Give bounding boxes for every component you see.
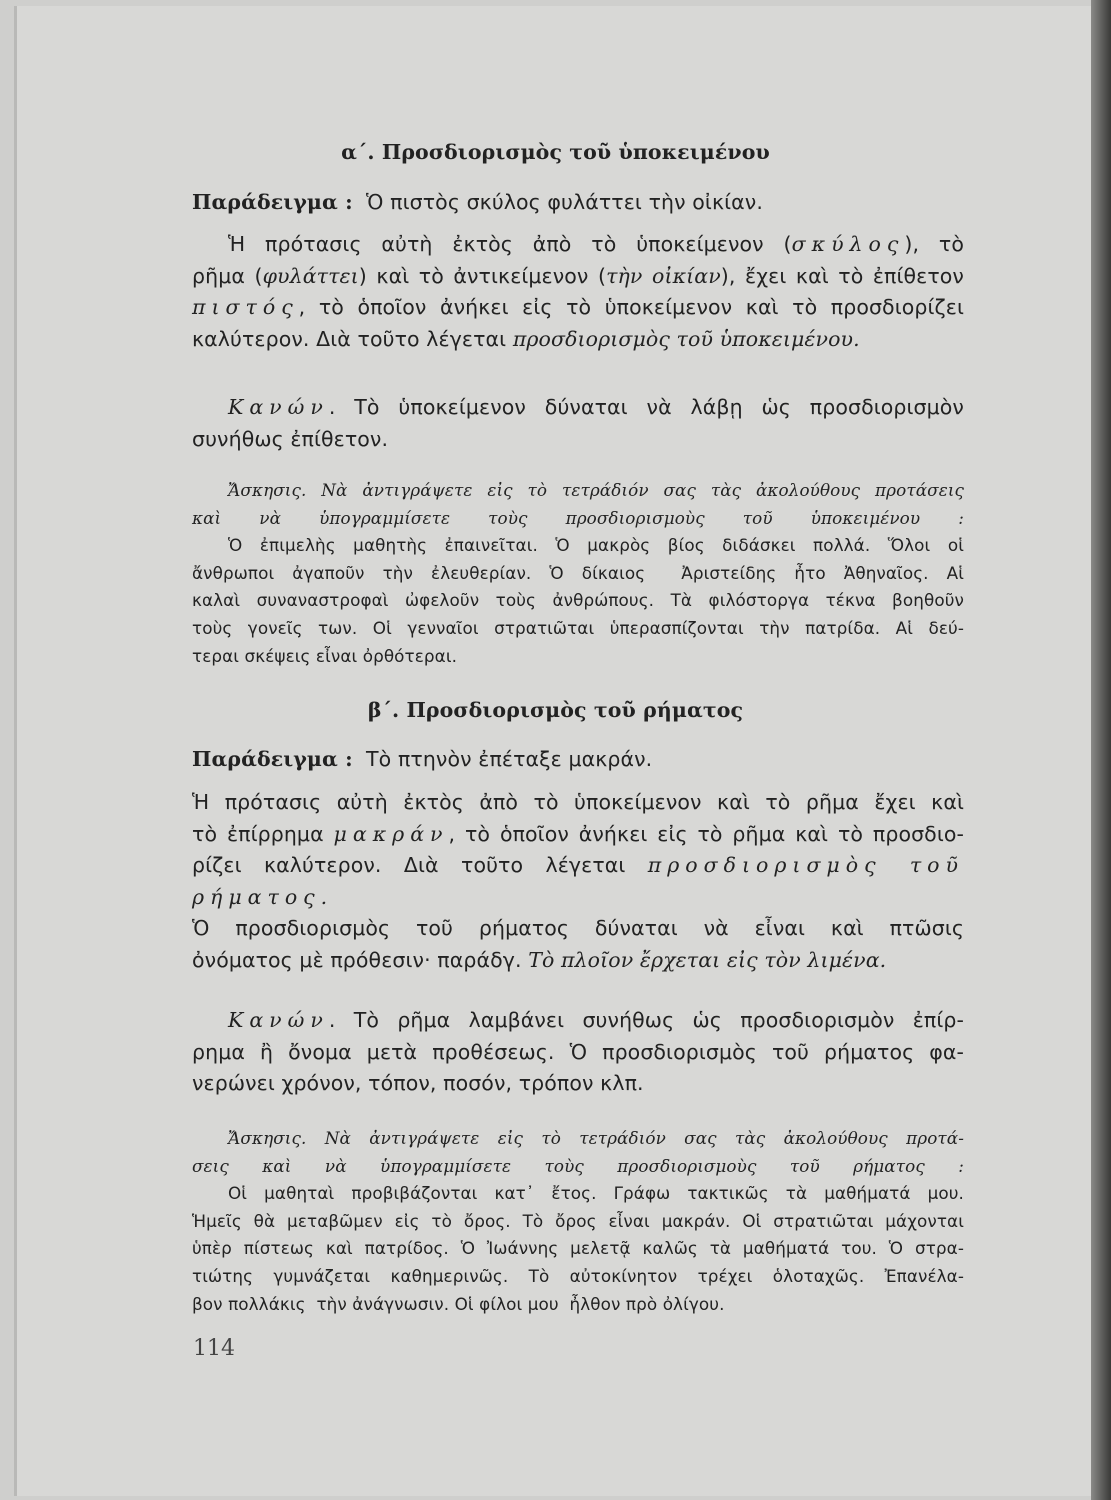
section-heading [0, 140, 1111, 164]
paragraph [192, 747, 964, 779]
text-line [192, 590, 964, 618]
text-line [192, 853, 964, 885]
emphasis-span: τὴν οἰκίαν [606, 263, 721, 288]
text-line [192, 618, 964, 646]
text-span: ὑπὲρ πίστεως καὶ πατρίδος. Ὁ Ἰωάννης μελετᾷ καλῶς τὰ μαθήματά του. Ὁ στρα- [192, 1238, 964, 1259]
text-line [192, 1294, 964, 1322]
text-line [192, 563, 964, 591]
book-gutter [1091, 0, 1111, 1500]
emphasis-span: φυλάττει [262, 263, 359, 288]
text-span: τοὺς γονεῖς των. Οἱ γενναῖοι στρατιῶται ὑπερασπίζονται τὴν πατρίδα. Αἱ δεύ- [192, 617, 964, 638]
text-line [192, 508, 964, 536]
text-line [192, 1266, 964, 1294]
text-line [192, 427, 964, 459]
text-line [192, 790, 964, 822]
text-span: ), τὸ [904, 232, 964, 256]
text-span: ) καὶ τὸ ἀντικείμενον ( [358, 263, 607, 288]
text-line [192, 885, 964, 917]
emphasis-span: Ἄσκησις. Νὰ ἀντιγράψετε εἰς τὸ τετράδιόν σας τὰς ἀκολούθους προτάσεις [228, 480, 964, 500]
text-line [0, 698, 1111, 722]
text-span: , τὸ ὁποῖον ἀνήκει εἰς τὸ ρῆμα καὶ τὸ προσδιο- [448, 821, 964, 846]
text-line [192, 1211, 964, 1239]
text-span: τιώτης γυμνάζεται καθημερινῶς. Τὸ αὐτοκίνητον τρέχει ὁλοταχῶς. Ἐπανέλα- [192, 1265, 964, 1286]
text-span: Ὁ πιστὸς σκύλος φυλάττει τὴν οἰκίαν. [352, 190, 763, 214]
example-label: Παράδειγμα : [192, 190, 353, 214]
text-span: Ὁ ἐπιμελὴς μαθητὴς ἐπαινεῖται. Ὁ μακρὸς βίος διδάσκει πολλά. Ὅλοι οἱ [228, 535, 964, 556]
text-line [192, 1008, 964, 1040]
text-span: Οἱ μαθηταὶ προβιβάζονται κατ᾽ ἔτος. Γράφω τακτικῶς τὰ μαθήματά μου. [228, 1183, 964, 1204]
text-span: συνήθως ἐπίθετον. [192, 426, 389, 451]
text-span: τὸ ἐπίρρημα [192, 821, 334, 846]
text-line [192, 1238, 964, 1266]
paragraph [192, 232, 964, 358]
text-span: νερώνει χρόνον, τόπον, ποσόν, τρόπον κλπ. [192, 1071, 644, 1095]
emphasis-span: καὶ νὰ ὑπογραμμίσετε τοὺς προσδιορισμοὺς τοῦ ὑποκειμένου : [192, 507, 964, 528]
emphasis-span: σκύλος [791, 232, 905, 256]
section-heading [0, 698, 1111, 722]
text-span: . Τὸ ὑποκείμενον δύναται νὰ λάβῃ ὡς προσδιορισμὸν [328, 395, 964, 419]
text-span: ), ἔχει καὶ τὸ ἐπίθετον [720, 263, 964, 288]
text-span: καλύτερον. Διὰ τοῦτο λέγεται [192, 326, 513, 351]
text-line [192, 1183, 964, 1211]
emphasis-span: Κανών [228, 395, 329, 419]
text-line [192, 948, 964, 980]
text-line [192, 295, 964, 327]
text-span: ἄνθρωποι ἀγαποῦν τὴν ἐλευθερίαν. Ὁ δίκαιος Ἀριστείδης ἦτο Ἀθηναῖος. Αἱ [192, 562, 964, 583]
emphasis-span: Κανών [228, 1008, 329, 1032]
example-label: Παράδειγμα : [192, 747, 353, 771]
text-line [192, 395, 964, 427]
text-line [192, 232, 964, 264]
exercise-block [192, 1128, 964, 1321]
exercise-block [192, 480, 964, 673]
text-span: Ὁ προσδιορισμὸς τοῦ ρήματος δύναται νὰ εἶναι καὶ πτῶσις [192, 916, 964, 940]
emphasis-span: σεις καὶ νὰ ὑπογραμμίσετε τοὺς προσδιορισμοὺς τοῦ ρήματος : [192, 1155, 964, 1176]
emphasis-span: προσδιορισμὸς τοῦ ὑποκειμένου. [512, 326, 860, 351]
text-span: β΄. Προσδιορισμὸς τοῦ ρήματος [367, 698, 744, 722]
text-span: βον πολλάκις τὴν ἀνάγνωσιν. Οἱ φίλοι μου ἦλθον πρὸ ὀλίγου. [192, 1293, 725, 1314]
text-span: ρίζει καλύτερον. Διὰ τοῦτο λέγεται [192, 853, 648, 877]
text-span: α΄. Προσδιορισμὸς τοῦ ὑποκειμένου [341, 140, 770, 164]
text-span: . Τὸ ρῆμα λαμβάνει συνήθως ὡς προσδιορισμὸν ἐπίρ- [328, 1008, 964, 1032]
text-line [192, 190, 964, 222]
text-line [0, 140, 1111, 164]
emphasis-span: πιστός [192, 295, 299, 319]
text-line [192, 1156, 964, 1184]
text-line [192, 747, 964, 779]
text-line [192, 1071, 964, 1103]
text-line [192, 1128, 964, 1156]
text-line [192, 1040, 964, 1072]
text-span: Τὸ πτηνὸν ἐπέταξε μακράν. [352, 747, 653, 771]
text-line [192, 480, 964, 508]
text-span: Ἡμεῖς θὰ μεταβῶμεν εἰς τὸ ὄρος. Τὸ ὄρος εἶναι μακράν. Οἱ στρατιῶται μάχονται [192, 1210, 964, 1231]
text-line [192, 535, 964, 563]
emphasis-span: προσδιορισμὸς τοῦ [647, 853, 964, 877]
text-span: ὀνόματος μὲ πρόθεσιν· παράδγ. [192, 947, 529, 972]
paragraph [192, 1008, 964, 1103]
page-number: 114 [193, 1336, 235, 1361]
text-span: καλαὶ συναναστροφαὶ ὠφελοῦν τοὺς ἀνθρώπους. Τὰ φιλόστοργα τέκνα βοηθοῦν [192, 590, 964, 611]
paragraph [192, 790, 964, 979]
text-line [192, 916, 964, 948]
text-span: , τὸ ὁποῖον ἀνήκει εἰς τὸ ὑποκείμενον καὶ τὸ προσδιορίζει [298, 295, 964, 319]
emphasis-span: Ἄσκησις. Νὰ ἀντιγράψετε εἰς τὸ τετράδιόν σας τὰς ἀκολούθους προτά- [228, 1128, 964, 1148]
text-line [192, 264, 964, 296]
text-span: Ἡ πρότασις αὐτὴ ἐκτὸς ἀπὸ τὸ ὑποκείμενον καὶ τὸ ρῆμα ἔχει καὶ [192, 790, 964, 814]
emphasis-span: Τὸ πλοῖον ἔρχεται εἰς τὸν λιμένα. [528, 947, 887, 972]
text-line [192, 646, 964, 674]
text-span: Ἡ πρότασις αὐτὴ ἐκτὸς ἀπὸ τὸ ὑποκείμενον ( [228, 232, 792, 256]
emphasis-span: μακράν [333, 821, 449, 846]
text-line [192, 822, 964, 854]
text-line [192, 327, 964, 359]
paragraph [192, 190, 964, 222]
text-span: ρῆμα ( [192, 263, 263, 288]
text-span: τεραι σκέψεις εἶναι ὀρθότεραι. [192, 645, 458, 666]
text-span: ρημα ἢ ὄνομα μετὰ προθέσεως. Ὁ προσδιορισμὸς τοῦ ρήματος φα- [192, 1039, 964, 1064]
emphasis-span: ρήματος. [192, 884, 334, 909]
paragraph [192, 395, 964, 458]
